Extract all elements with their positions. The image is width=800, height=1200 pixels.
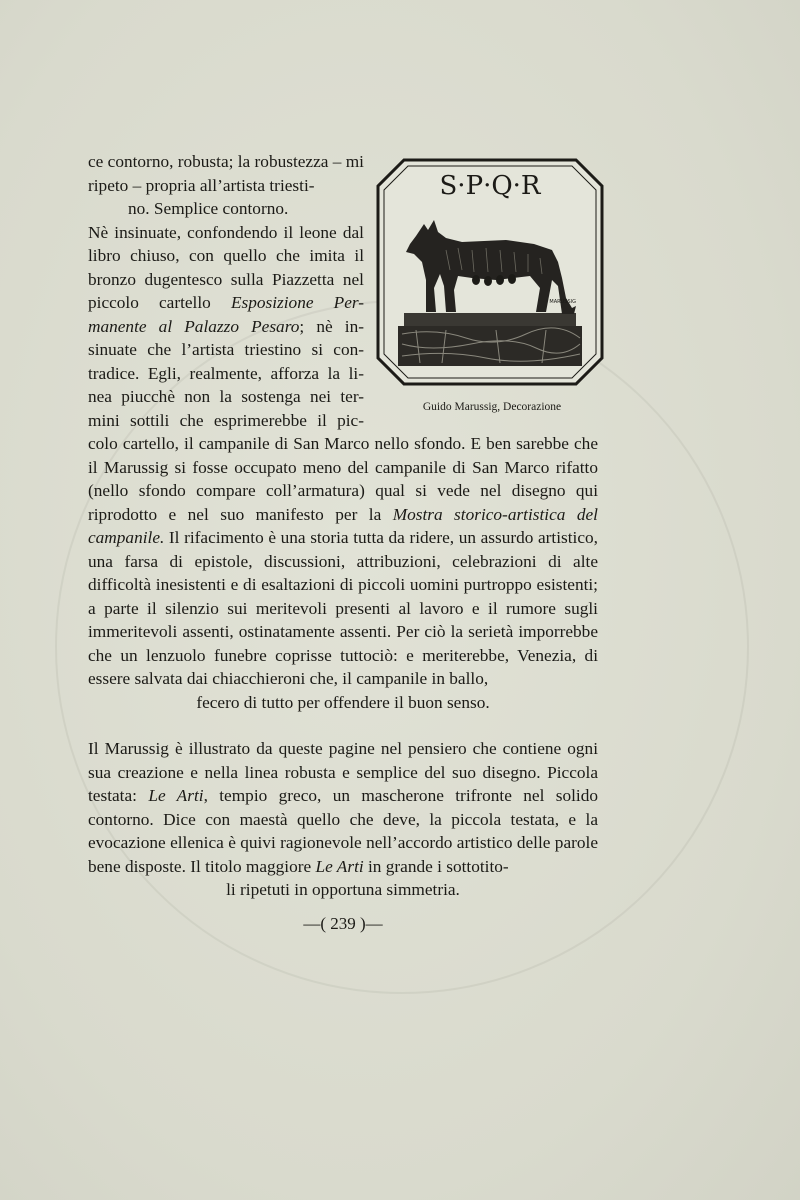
line: ; nè in- xyxy=(299,316,364,336)
italic-text: Esposizione Per- xyxy=(230,293,364,312)
line: Nè insinuate, confondendo il leone xyxy=(88,222,337,242)
italic-text: Le Arti xyxy=(148,786,204,805)
body-text xyxy=(88,150,598,902)
text-run: colo cartello, il campanile di San Marco nello sfondo. E ben sarebbe che il Marussig si fosse occupato meno del campanile di San Marco rifatto (nello sfondo compare coll’armatura) qual si vede nel disegno qui riprodotto e nel suo manifesto per la xyxy=(88,434,598,524)
figure-caption: Guido Marussig, Decorazione xyxy=(422,401,562,413)
text-run: in grande i sottotito- xyxy=(363,856,509,876)
line: mini sottili che esprimerebbe il pic- xyxy=(88,410,364,430)
line: il bronzo dugentesco sulla Piazzetta xyxy=(88,246,364,289)
line: mi ripeto – propria all’artista triesti- xyxy=(88,152,364,195)
figure xyxy=(376,154,608,424)
emblem-text: S·P·Q·R xyxy=(439,171,541,201)
paragraph-1-last-line: fecero di tutto per offendere il buon senso. xyxy=(196,692,490,712)
text-run: Il rifacimento è una storia tutta da ridere, un assurdo artistico, una farsa di epistole, discussioni, attribuzioni, celebrazioni di alte difficoltà inesistenti e di esaltazioni di piccoli uomini purtroppo esistenti; a parte il silenzio sui meritevoli presenti al lavoro e il rumore sugli immeritevoli assenti, ostinatamente assenti. Per ciò la serietà imporrebbe che un lenzuolo funebre coprisse tuttociò: e meriterebbe, Venezia, di essere salvata dai chiacchieroni che, il campanile in ballo, xyxy=(88,528,598,688)
she-wolf-emblem-icon xyxy=(376,158,604,386)
line: ce contorno, robusta; la robustezza – xyxy=(88,152,342,171)
line: sinuate che l’artista triestino si con- xyxy=(88,340,364,359)
paragraph-2 xyxy=(88,737,598,878)
text-run: , tempio greco, un mascherone trifronte nel solido contorno. Dice con maestà quello che deve, la piccola testata, e la evocazione ellenica è quivi ragionevole nell’accordo artistico delle parole bene disposte. Il titolo maggiore xyxy=(88,786,598,876)
page-number: —( 239 )— xyxy=(303,914,383,933)
line: dal libro chiuso, con quello che imita xyxy=(88,222,364,265)
line: nea piucchè non la sostenga nei ter- xyxy=(88,387,364,406)
line: no. Semplice contorno. xyxy=(128,199,289,218)
italic-text: Mostra storico-artistica del campanile. xyxy=(88,504,598,547)
svg-text:MARUSSIG: MARUSSIG xyxy=(549,299,576,305)
line: tradice. Egli, realmente, afforza la li- xyxy=(88,363,364,383)
italic-text: Le Arti xyxy=(315,856,364,876)
paragraph-2-last-line: li ripetuti in opportuna simmetria. xyxy=(226,880,460,899)
italic-text: manente al Palazzo Pesaro xyxy=(88,316,300,336)
text-run: Il Marussig è illustrato da queste pagine nel pensiero che contiene ogni sua creazione e nella linea robusta e semplice del suo disegno. Piccola testata: xyxy=(88,739,598,805)
line: nel piccolo cartello xyxy=(88,269,364,312)
